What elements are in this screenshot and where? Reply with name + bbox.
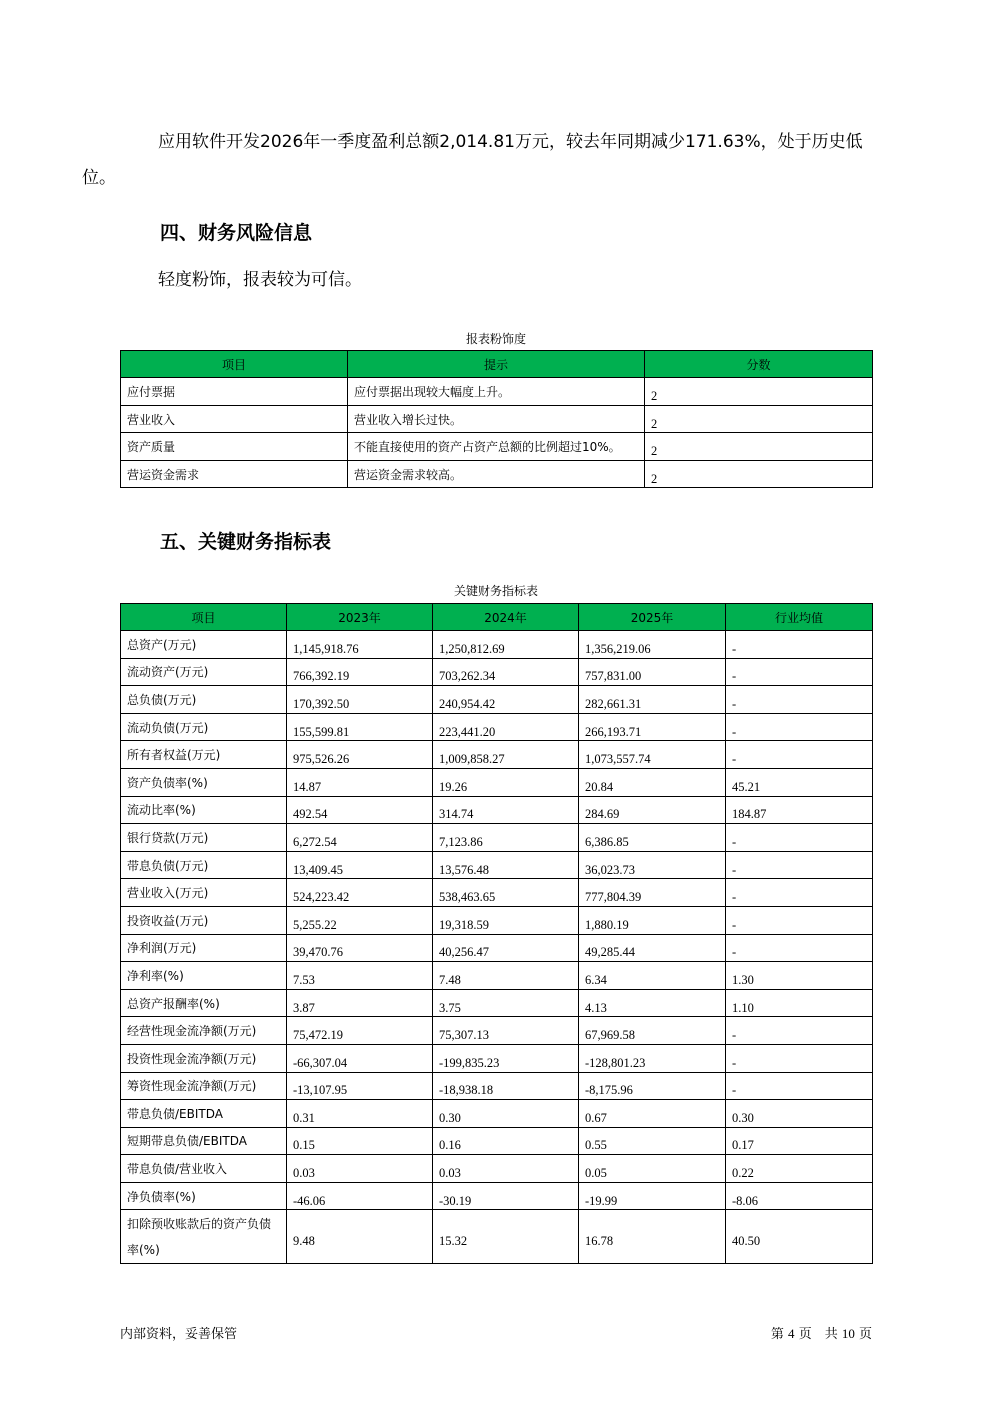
- table-cell: 资产负债率(%): [121, 768, 287, 796]
- cell-value: -46.06: [293, 1193, 326, 1208]
- table-row: [121, 378, 873, 406]
- table-cell: [579, 879, 726, 907]
- table-cell: [287, 1155, 433, 1183]
- cell-value: 0.31: [293, 1110, 315, 1125]
- cell-value: -: [732, 641, 737, 656]
- table-cell: [287, 1017, 433, 1045]
- table-cell: [433, 1155, 579, 1183]
- table-cell: [579, 1100, 726, 1128]
- cell-value: -: [732, 1028, 737, 1043]
- table-cell: [287, 989, 433, 1017]
- cell-value: 1.10: [732, 1000, 754, 1015]
- table-cell: [726, 658, 873, 686]
- cell-value: 703,262.34: [439, 669, 496, 684]
- table1-header-hint: 提示: [348, 351, 645, 378]
- table-cell: [579, 1127, 726, 1155]
- intro-paragraph: [82, 124, 872, 196]
- table-row: [121, 851, 873, 879]
- table-cell: [287, 1182, 433, 1210]
- table-row: [121, 631, 873, 659]
- table-cell: [579, 1072, 726, 1100]
- table2-header-industry-avg: 行业均值: [726, 604, 873, 631]
- cell-value: 19.26: [439, 779, 468, 794]
- table-cell: 带息负债/营业收入: [121, 1155, 287, 1183]
- table2-header-2023: 2023年: [287, 604, 433, 631]
- cell-value: 766,392.19: [293, 669, 350, 684]
- table-row: [121, 433, 873, 461]
- cell-value: 40,256.47: [439, 945, 489, 960]
- table-cell: [433, 1210, 579, 1264]
- table2-caption: 关键财务指标表: [453, 584, 538, 598]
- table-cell: 营运资金需求较高。: [348, 461, 645, 488]
- table-cell: [287, 1100, 433, 1128]
- table-cell: 流动比率(%): [121, 796, 287, 824]
- cell-value: 67,969.58: [585, 1028, 635, 1043]
- table-cell: [579, 851, 726, 879]
- cell-value: -18,938.18: [439, 1083, 494, 1098]
- table-row: [121, 768, 873, 796]
- table-cell: [579, 989, 726, 1017]
- cell-value: 49,285.44: [585, 945, 635, 960]
- table-cell: 不能直接使用的资产占资产总额的比例超过10%。: [348, 433, 645, 461]
- table-cell: [433, 962, 579, 990]
- cell-value: 314.74: [439, 807, 474, 822]
- table1-header-score: 分数: [645, 351, 873, 378]
- cell-value: 266,193.71: [585, 724, 642, 739]
- table-cell: [579, 1155, 726, 1183]
- table-cell: [579, 1182, 726, 1210]
- table-cell: [579, 686, 726, 714]
- table-cell: [287, 1127, 433, 1155]
- cell-value: -: [732, 890, 737, 905]
- intro-line-2: 位。: [82, 168, 116, 188]
- table-cell: [433, 824, 579, 852]
- table-cell: [287, 851, 433, 879]
- table-cell: [726, 1017, 873, 1045]
- table-cell: [287, 1044, 433, 1072]
- table-row: [121, 796, 873, 824]
- table-cell: [433, 741, 579, 769]
- table-cell: 筹资性现金流净额(万元): [121, 1072, 287, 1100]
- cell-value: 75,307.13: [439, 1028, 489, 1043]
- cell-value: 3.87: [293, 1000, 315, 1015]
- cell-value: 7.53: [293, 972, 315, 987]
- section-5-title: 五、关键财务指标表: [160, 531, 332, 553]
- table-cell: [287, 768, 433, 796]
- cell-value: 39,470.76: [293, 945, 343, 960]
- cell-value: 2: [651, 444, 658, 458]
- cell-value: 777,804.39: [585, 890, 642, 905]
- table-cell: 应付票据出现较大幅度上升。: [348, 378, 645, 406]
- table-cell: 净负债率(%): [121, 1182, 287, 1210]
- table-cell: [726, 1072, 873, 1100]
- table-cell: [726, 1127, 873, 1155]
- table-cell: [579, 934, 726, 962]
- table2-header-item: 项目: [121, 604, 287, 631]
- cell-value: 36,023.73: [585, 862, 635, 877]
- table-cell: [433, 658, 579, 686]
- cell-value: 6.34: [585, 972, 607, 987]
- table2-header-2024: 2024年: [433, 604, 579, 631]
- table-cell: [579, 962, 726, 990]
- table-cell: [726, 631, 873, 659]
- table-cell: [726, 962, 873, 990]
- table-cell: [579, 713, 726, 741]
- cell-value: 14.87: [293, 779, 322, 794]
- cell-value: 0.22: [732, 1166, 754, 1181]
- table-row: [121, 1210, 873, 1264]
- cell-value: 20.84: [585, 779, 614, 794]
- cell-value: -: [732, 1083, 737, 1098]
- table-cell: 总负债(万元): [121, 686, 287, 714]
- table-row: [121, 1072, 873, 1100]
- cell-value: -13,107.95: [293, 1083, 348, 1098]
- cell-value: 7.48: [439, 972, 461, 987]
- table-cell: [433, 851, 579, 879]
- cell-value: 0.05: [585, 1166, 607, 1181]
- footer-page-number: 第 4 页 共 10 页: [770, 1326, 872, 1342]
- table-cell: [433, 1182, 579, 1210]
- table-cell: 投资性现金流净额(万元): [121, 1044, 287, 1072]
- table-row: [121, 1017, 873, 1045]
- table-cell: 营业收入(万元): [121, 879, 287, 907]
- table-cell: [579, 796, 726, 824]
- table-cell: [645, 461, 873, 488]
- cell-value: 524,223.42: [293, 890, 350, 905]
- cell-value: 1.30: [732, 972, 754, 987]
- table-cell: [433, 1072, 579, 1100]
- cell-value: 40.50: [732, 1234, 761, 1249]
- table-cell: 净利率(%): [121, 962, 287, 990]
- table-cell: [433, 768, 579, 796]
- table-cell: 营业收入增长过快。: [348, 406, 645, 433]
- table-cell: 资产质量: [121, 433, 348, 461]
- table-cell: 营业收入: [121, 406, 348, 433]
- table-row: [121, 1155, 873, 1183]
- table-row: [121, 906, 873, 934]
- cell-value: 16.78: [585, 1234, 614, 1249]
- table-row: [121, 934, 873, 962]
- table-cell: 扣除预收账款后的资产负债率(%): [121, 1210, 287, 1264]
- total-pages: 10: [841, 1326, 855, 1341]
- cell-value: 2: [651, 471, 658, 486]
- table-cell: [579, 741, 726, 769]
- table-cell: 净利润(万元): [121, 934, 287, 962]
- table-row: [121, 879, 873, 907]
- table-cell: [726, 934, 873, 962]
- table-row: [121, 461, 873, 488]
- cell-value: 9.48: [293, 1234, 315, 1249]
- table-cell: [726, 989, 873, 1017]
- table-cell: [433, 1100, 579, 1128]
- table-cell: 流动资产(万元): [121, 658, 287, 686]
- cell-value: 284.69: [585, 807, 620, 822]
- table-cell: [579, 906, 726, 934]
- table-cell: [645, 433, 873, 461]
- cell-value: -: [732, 945, 737, 960]
- cell-value: 170,392.50: [293, 696, 350, 711]
- cell-value: 155,599.81: [293, 724, 350, 739]
- cell-value: -: [732, 1055, 737, 1070]
- whitewash-table: [120, 350, 873, 488]
- cell-value: 184.87: [732, 807, 767, 822]
- table-row: [121, 658, 873, 686]
- table1-caption: 报表粉饰度: [465, 332, 526, 346]
- cell-value: -: [732, 724, 737, 739]
- cell-value: 4.13: [585, 1000, 607, 1015]
- cell-value: 0.03: [439, 1166, 461, 1181]
- cell-value: 492.54: [293, 807, 328, 822]
- table-row: [121, 741, 873, 769]
- table-row: [121, 989, 873, 1017]
- section-4-title: 四、财务风险信息: [160, 222, 313, 244]
- table-cell: 带息负债(万元): [121, 851, 287, 879]
- cell-value: 538,463.65: [439, 890, 496, 905]
- table-cell: 流动负债(万元): [121, 713, 287, 741]
- cell-value: 7,123.86: [439, 834, 483, 849]
- table-cell: [287, 934, 433, 962]
- table-cell: [726, 1044, 873, 1072]
- table-row: [121, 1100, 873, 1128]
- cell-value: 0.30: [732, 1110, 754, 1125]
- table-cell: [433, 879, 579, 907]
- cell-value: 0.30: [439, 1110, 461, 1125]
- table-cell: [579, 1044, 726, 1072]
- table-cell: [579, 824, 726, 852]
- cell-value: 223,441.20: [439, 724, 496, 739]
- table-cell: [726, 851, 873, 879]
- cell-value: 1,250,812.69: [439, 641, 505, 656]
- table-cell: [726, 824, 873, 852]
- table-cell: [726, 741, 873, 769]
- table-cell: [433, 1017, 579, 1045]
- table-cell: 应付票据: [121, 378, 348, 406]
- table-row: [121, 686, 873, 714]
- table-cell: 带息负债/EBITDA: [121, 1100, 287, 1128]
- cell-value: -128,801.23: [585, 1055, 646, 1070]
- cell-value: 6,386.85: [585, 834, 629, 849]
- risk-summary: 轻度粉饰，报表较为可信。: [158, 270, 362, 290]
- cell-value: -8.06: [732, 1193, 759, 1208]
- cell-value: -30.19: [439, 1193, 472, 1208]
- table-cell: [433, 906, 579, 934]
- table-cell: [579, 631, 726, 659]
- footer-confidential: 内部资料，妥善保管: [120, 1327, 238, 1342]
- table-cell: [726, 1100, 873, 1128]
- table-cell: [433, 1127, 579, 1155]
- cell-value: 0.16: [439, 1138, 461, 1153]
- cell-value: 0.55: [585, 1138, 607, 1153]
- cell-value: 0.15: [293, 1138, 315, 1153]
- cell-value: 45.21: [732, 779, 761, 794]
- table-cell: [726, 1155, 873, 1183]
- cell-value: 19,318.59: [439, 917, 489, 932]
- table-cell: [726, 713, 873, 741]
- cell-value: 1,145,918.76: [293, 641, 359, 656]
- table-cell: 投资收益(万元): [121, 906, 287, 934]
- cell-value: 282,661.31: [585, 696, 642, 711]
- table-cell: 短期带息负债/EBITDA: [121, 1127, 287, 1155]
- table-cell: [287, 741, 433, 769]
- table-cell: [287, 631, 433, 659]
- cell-value: 0.03: [293, 1166, 315, 1181]
- key-financial-indicators-table: [120, 603, 873, 1264]
- table-cell: [726, 796, 873, 824]
- table-row: [121, 1182, 873, 1210]
- table-cell: [433, 989, 579, 1017]
- table-cell: [287, 686, 433, 714]
- table-cell: [579, 1017, 726, 1045]
- table-cell: [287, 962, 433, 990]
- table-row: [121, 1127, 873, 1155]
- cell-value: 75,472.19: [293, 1028, 343, 1043]
- table-cell: [287, 1210, 433, 1264]
- table-cell: [433, 1044, 579, 1072]
- table1-header-item: 项目: [121, 351, 348, 378]
- current-page: 4: [788, 1326, 795, 1341]
- table-cell: [645, 378, 873, 406]
- cell-value: -: [732, 669, 737, 684]
- cell-value: 13,576.48: [439, 862, 489, 877]
- intro-line-1: 应用软件开发2026年一季度盈利总额2,014.81万元，较去年同期减少171.63%，处于历史低: [158, 132, 863, 152]
- table-row: [121, 406, 873, 433]
- table-cell: 营运资金需求: [121, 461, 348, 488]
- table1-header-row: [121, 351, 873, 378]
- cell-value: 2: [651, 389, 658, 403]
- cell-value: -: [732, 834, 737, 849]
- cell-value: -19.99: [585, 1193, 618, 1208]
- cell-value: 1,356,219.06: [585, 641, 651, 656]
- cell-value: 0.17: [732, 1138, 754, 1153]
- cell-value: 975,526.26: [293, 752, 350, 767]
- table-cell: [726, 768, 873, 796]
- cell-value: 240,954.42: [439, 696, 496, 711]
- table-cell: [726, 906, 873, 934]
- cell-value: -66,307.04: [293, 1055, 348, 1070]
- table2-header-2025: 2025年: [579, 604, 726, 631]
- table-cell: [726, 686, 873, 714]
- table-cell: [433, 686, 579, 714]
- table-cell: [433, 713, 579, 741]
- cell-value: -8,175.96: [585, 1083, 633, 1098]
- table-cell: 经营性现金流净额(万元): [121, 1017, 287, 1045]
- table-cell: 总资产报酬率(%): [121, 989, 287, 1017]
- cell-value: 1,073,557.74: [585, 752, 651, 767]
- table-row: [121, 962, 873, 990]
- cell-value: -: [732, 917, 737, 932]
- table-cell: 所有者权益(万元): [121, 741, 287, 769]
- cell-value: 757,831.00: [585, 669, 642, 684]
- table-cell: [287, 658, 433, 686]
- table-cell: [645, 406, 873, 433]
- cell-value: 1,009,858.27: [439, 752, 505, 767]
- cell-value: 15.32: [439, 1234, 468, 1249]
- cell-value: 13,409.45: [293, 862, 343, 877]
- table-cell: [726, 1182, 873, 1210]
- table-cell: [726, 879, 873, 907]
- table-cell: [579, 658, 726, 686]
- table2-header-row: [121, 604, 873, 631]
- table-cell: 总资产(万元): [121, 631, 287, 659]
- cell-value: 3.75: [439, 1000, 461, 1015]
- table-row: [121, 713, 873, 741]
- table-row: [121, 824, 873, 852]
- table-cell: [287, 796, 433, 824]
- table-cell: [726, 1210, 873, 1264]
- table-cell: [579, 1210, 726, 1264]
- cell-value: -199,835.23: [439, 1055, 500, 1070]
- cell-value: -: [732, 752, 737, 767]
- cell-value: 1,880.19: [585, 917, 629, 932]
- cell-value: -: [732, 696, 737, 711]
- cell-value: -: [732, 862, 737, 877]
- cell-value: 5,255.22: [293, 917, 337, 932]
- cell-value: 2: [651, 416, 658, 431]
- cell-value: 6,272.54: [293, 834, 337, 849]
- table-row: [121, 1044, 873, 1072]
- table-cell: [287, 713, 433, 741]
- table-cell: [287, 906, 433, 934]
- table-cell: [433, 796, 579, 824]
- table-cell: [433, 934, 579, 962]
- table-cell: [287, 1072, 433, 1100]
- cell-value: 0.67: [585, 1110, 607, 1125]
- table-cell: 银行贷款(万元): [121, 824, 287, 852]
- table-cell: [287, 879, 433, 907]
- table-cell: [433, 631, 579, 659]
- table-cell: [579, 768, 726, 796]
- table-cell: [287, 824, 433, 852]
